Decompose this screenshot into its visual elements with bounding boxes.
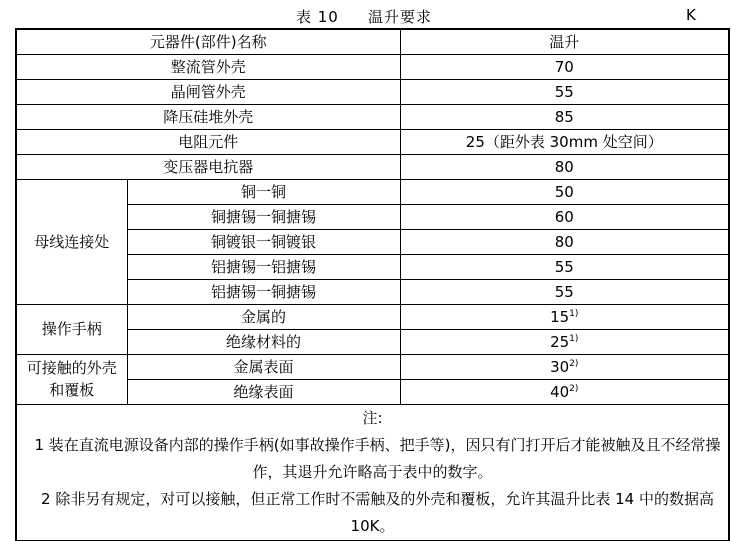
component-name: 降压硅堆外壳 <box>16 104 400 129</box>
component-name: 变压器电抗器 <box>16 154 400 179</box>
note-item-1: 1 装在直流电源设备内部的操作手柄(如事故操作手柄、把手等)，因只有门打开后才能被触及且不经常操作，其退升允许略高于表中的数字。 <box>34 435 721 481</box>
temp-rise-value <box>400 329 729 354</box>
temp-rise-value <box>400 379 729 404</box>
component-name: 金属的 <box>127 304 400 329</box>
value-number: 30 <box>550 357 570 376</box>
temp-rise-value <box>400 304 729 329</box>
component-name: 绝缘表面 <box>127 379 400 404</box>
temp-rise-value: 85 <box>400 104 729 129</box>
notes-cell <box>16 404 729 541</box>
value-number: 40 <box>550 382 570 401</box>
temperature-rise-table <box>15 28 730 541</box>
table-row <box>16 179 729 204</box>
table-row <box>16 104 729 129</box>
temp-rise-value: 55 <box>400 254 729 279</box>
component-name: 整流管外壳 <box>16 54 400 79</box>
note-item-2: 2 除非另有规定，对可以接触，但正常工作时不需触及的外壳和覆板，允许其温升比表 14 中的数据高 10K。 <box>41 489 714 535</box>
notes-label: 注: <box>362 408 383 427</box>
group-label-touchable-enclosures: 可接触的外壳和覆板 <box>16 354 127 404</box>
component-name: 绝缘材料的 <box>127 329 400 354</box>
unit-label: K <box>686 6 696 24</box>
table-number: 表 10 <box>296 8 339 26</box>
temp-rise-value: 25（距外表 30mm 处空间） <box>400 129 729 154</box>
value-number: 15 <box>550 307 570 326</box>
component-name: 晶闸管外壳 <box>16 79 400 104</box>
temp-rise-value <box>400 354 729 379</box>
temp-rise-value: 55 <box>400 279 729 304</box>
component-name: 铜一铜 <box>127 179 400 204</box>
table-row <box>16 54 729 79</box>
footnote-marker: 2) <box>569 358 579 369</box>
component-name: 铜搪锡一铜搪锡 <box>127 204 400 229</box>
table-title: 温升要求 <box>368 8 433 26</box>
component-name: 铝搪锡一铝搪锡 <box>127 254 400 279</box>
component-name: 铜镀银一铜镀银 <box>127 229 400 254</box>
temp-rise-value: 80 <box>400 229 729 254</box>
temp-rise-value: 50 <box>400 179 729 204</box>
component-name: 金属表面 <box>127 354 400 379</box>
component-name: 铝搪锡一铜搪锡 <box>127 279 400 304</box>
footnote-marker: 1) <box>569 308 579 319</box>
value-number: 25 <box>550 332 570 351</box>
table-row <box>16 304 729 329</box>
table-header-row <box>16 29 729 54</box>
header-component-name: 元器件(部件)名称 <box>16 29 400 54</box>
temp-rise-value: 55 <box>400 79 729 104</box>
footnote-marker: 1) <box>569 333 579 344</box>
group-label-busbar-joints: 母线连接处 <box>16 179 127 304</box>
table-row <box>16 154 729 179</box>
header-temp-rise: 温升 <box>400 29 729 54</box>
table-row <box>16 79 729 104</box>
group-label-operating-handles: 操作手柄 <box>16 304 127 354</box>
footnote-marker: 2) <box>569 383 579 394</box>
component-name: 电阻元件 <box>16 129 400 154</box>
table-caption <box>0 4 740 26</box>
temp-rise-value: 80 <box>400 154 729 179</box>
table-row <box>16 354 729 379</box>
temp-rise-value: 70 <box>400 54 729 79</box>
temp-rise-value: 60 <box>400 204 729 229</box>
table-row <box>16 129 729 154</box>
notes-row <box>16 404 729 541</box>
